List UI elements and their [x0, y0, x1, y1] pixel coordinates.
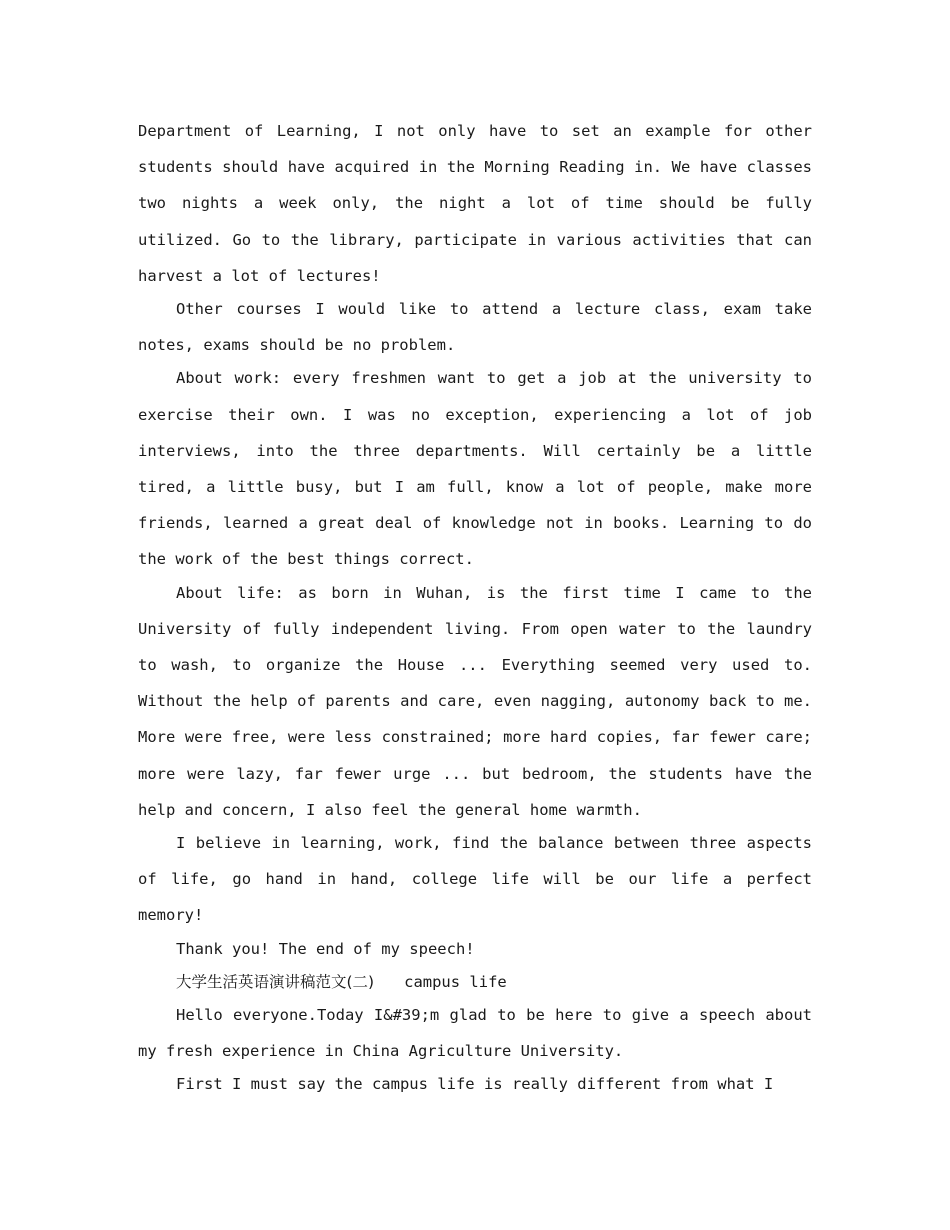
paragraph-balance: I believe in learning, work, find the balance between three aspects of life, go hand in hand, college life will be our life a perfect memory! [138, 834, 812, 925]
paragraph-other-courses: Other courses I would like to attend a lecture class, exam take notes, exams should be no problem. [138, 300, 812, 355]
section-title-chinese: 大学生活英语演讲稿范文(二) [176, 972, 375, 991]
paragraph-first: First I must say the campus life is really different from what I [176, 1075, 774, 1094]
paragraph-hello: Hello everyone.Today I&#39;m glad to be here to give a speech about my fresh experience in China Agriculture University. [138, 1006, 812, 1061]
paragraph-about-life: About life: as born in Wuhan, is the first time I came to the University of fully independent living. From open water to the laundry to wash, to organize the House ... Everything seemed very used to. Without the help of parents and care, even nagging, autonomy back to me. More were free, were less constrained; more hard copies, far fewer care; more were lazy, far fewer urge ... but bedroom, the students have the help and concern, I also feel the general home warmth. [138, 583, 812, 819]
paragraph-learning: Department of Learning, I not only have to set an example for other students should have acquired in the Morning Reading in. We have classes two nights a week only, the night a lot of time should be fully utilized. Go to the library, participate in various activities that can harvest a lot of lectures! [138, 122, 812, 285]
document-page [138, 113, 812, 1103]
paragraph-thank-you: Thank you! The end of my speech! [176, 939, 475, 958]
section-heading [138, 964, 812, 1000]
paragraph-about-work: About work: every freshmen want to get a job at the university to exercise their own. I was no exception, experiencing a lot of job interviews, into the three departments. Will certainly be a little tired, a little busy, but I am full, know a lot of people, make more friends, learned a great deal of knowledge not in books. Learning to do the work of the best things correct. [138, 369, 812, 569]
section-title-english: campus life [404, 972, 507, 991]
